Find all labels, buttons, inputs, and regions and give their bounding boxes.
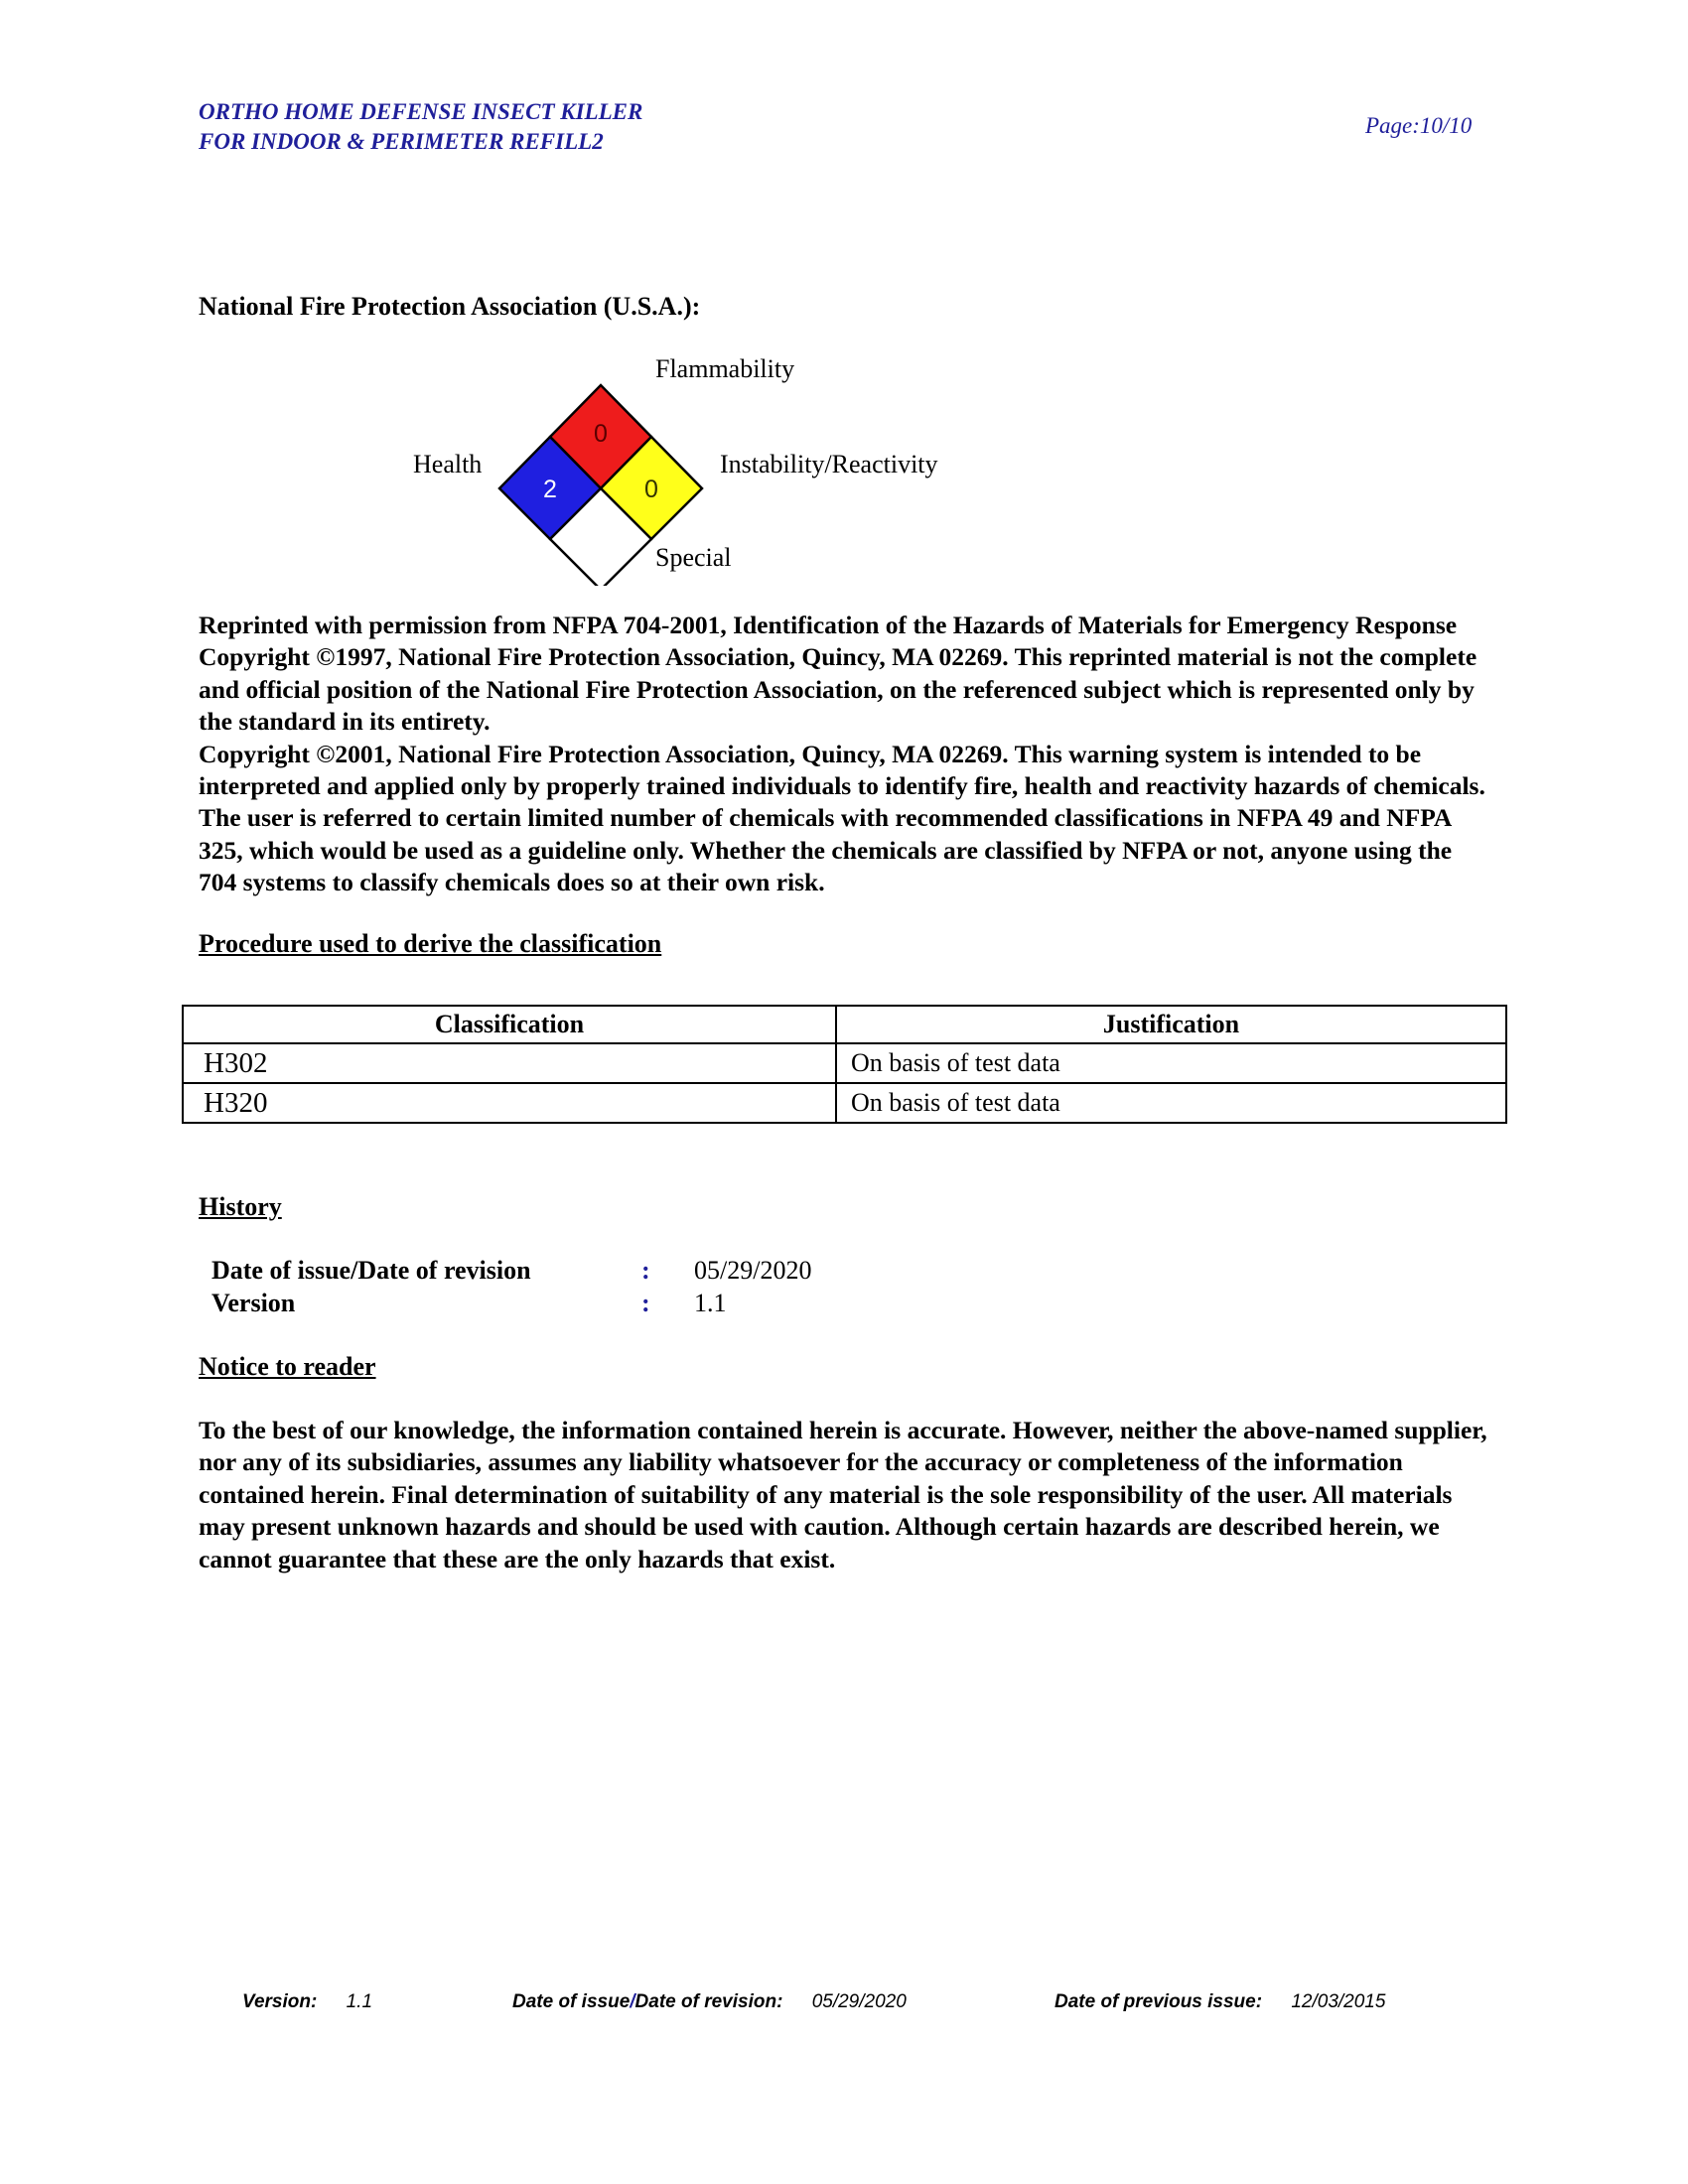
history-separator: : [641, 1289, 650, 1317]
footer-previous-value: 12/03/2015 [1291, 1991, 1386, 2012]
footer-previous-label: Date of previous issue: [1055, 1991, 1263, 2012]
table-row [183, 1043, 1506, 1083]
footer-revision [512, 1991, 907, 2013]
column-header: Classification [183, 1006, 836, 1043]
history-label: Date of issue/Date of revision [211, 1256, 531, 1285]
justification-cell: On basis of test data [836, 1043, 1506, 1083]
classification-cell: H302 [183, 1043, 836, 1083]
special-label: Special [655, 543, 732, 572]
footer-revision-separator: / [630, 1991, 635, 2012]
footer-revision-label-a: Date of issue [512, 1991, 631, 2012]
history-value: 1.1 [694, 1289, 727, 1317]
footer-previous [1055, 1991, 1385, 2013]
table-header-row [183, 1006, 1506, 1043]
justification-cell: On basis of test data [836, 1083, 1506, 1123]
reprint-notice [199, 610, 1489, 899]
product-name-line2: FOR INDOOR & PERIMETER REFILL2 [199, 129, 604, 154]
classification-cell: H320 [183, 1083, 836, 1123]
history-label: Version [211, 1289, 296, 1317]
reprint-paragraph-1: Reprinted with permission from NFPA 704-2001, Identification of the Hazards of Materials for Emergency Response Copyright ©1997, National Fire Protection Association, Quincy, MA 02269. This reprinted material is not the complete and official position of the National Fire Protection Association, on the referenced subject which is represented only by the standard in its entirety. [199, 611, 1477, 737]
reprint-paragraph-2: Copyright ©2001, National Fire Protection Association, Quincy, MA 02269. This warning system is intended to be interpreted and applied only by properly trained individuals to identify fire, health and reactivity hazards of chemicals. The user is referred to certain limited number of chemicals with recommended classifications in NFPA 49 and NFPA 325, which would be used as a guideline only. Whether the chemicals are classified by NFPA or not, anyone using the 704 systems to classify chemicals does so at their own risk. [199, 739, 1485, 897]
flammability-value: 0 [594, 420, 608, 448]
health-value: 2 [543, 476, 557, 503]
footer-version-label: Version: [242, 1991, 318, 2012]
footer-version [242, 1991, 372, 2013]
nfpa-title: National Fire Protection Association (U.S.A.): [199, 292, 701, 321]
product-name-line1: ORTHO HOME DEFENSE INSECT KILLER [199, 99, 643, 124]
page-value: 10/10 [1419, 113, 1473, 138]
footer-revision-label-b: Date of revision: [634, 1991, 783, 2012]
page-label: Page: [1365, 113, 1420, 138]
page-number [1365, 113, 1472, 139]
column-header: Justification [836, 1006, 1506, 1043]
health-label: Health [413, 450, 483, 478]
history-separator: : [641, 1256, 650, 1285]
history-title: History [199, 1192, 282, 1221]
procedure-title: Procedure used to derive the classification [199, 929, 662, 958]
notice-title: Notice to reader [199, 1352, 376, 1381]
footer-revision-value: 05/29/2020 [811, 1991, 907, 2012]
instability-label: Instability/Reactivity [720, 450, 938, 478]
footer-version-value: 1.1 [346, 1991, 373, 2012]
instability-value: 0 [644, 476, 658, 503]
history-value: 05/29/2020 [694, 1256, 812, 1285]
product-name [199, 97, 642, 157]
classification-table [182, 1005, 1507, 1124]
flammability-label: Flammability [655, 354, 795, 383]
notice-text: To the best of our knowledge, the information contained herein is accurate. However, neither the above-named supplier, nor any of its subsidiaries, assumes any liability whatsoever for the accuracy or completeness of the information contained herein. Final determination of suitability of any material is the sole responsibility of the user. All materials may present unknown hazards and should be used with caution. Although certain hazards are described herein, we cannot guarantee that these are the only hazards that exist. [199, 1416, 1487, 1573]
table-row [183, 1083, 1506, 1123]
